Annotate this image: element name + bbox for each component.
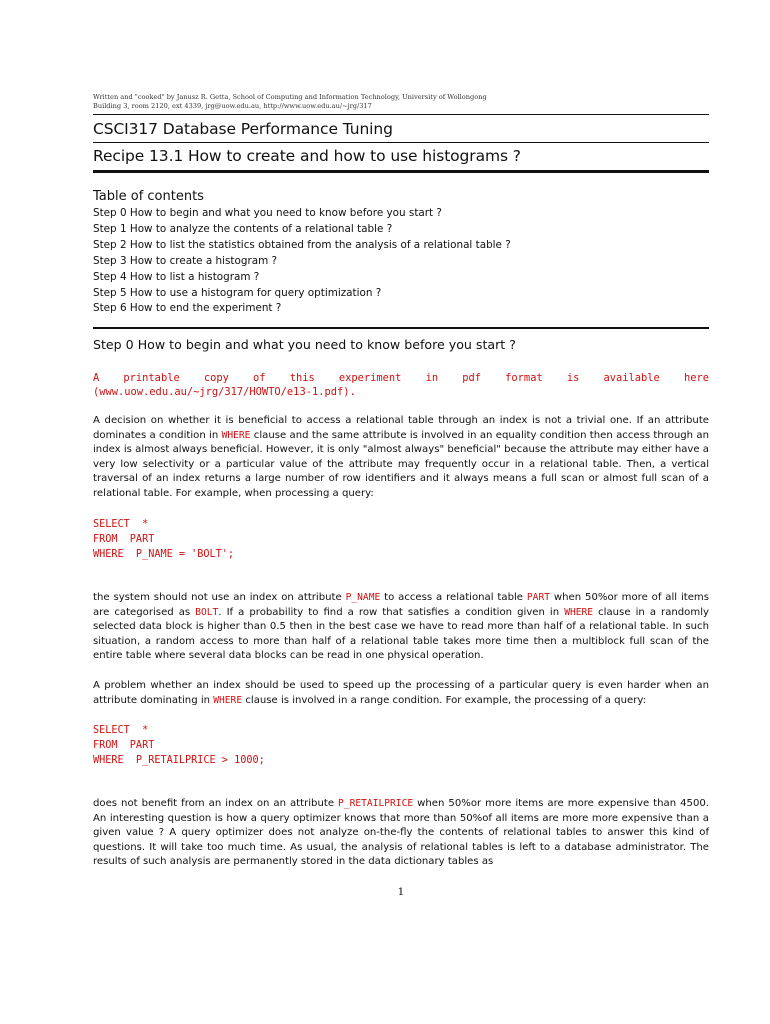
code-line: WHERE P_NAME = 'BOLT'; (93, 548, 235, 560)
keyword-p-name: P_NAME (345, 592, 381, 603)
course-title: CSCI317 Database Performance Tuning (93, 120, 393, 138)
section-rule (93, 327, 709, 329)
keyword-where: WHERE (221, 429, 251, 441)
toc-item-step-3[interactable]: Step 3 How to create a histogram ? (93, 254, 278, 267)
keyword-p-retailprice: P_RETAILPRICE (338, 798, 414, 809)
paragraph-bolt-explanation: the system should not use an index on attribute P_NAME to access a relational table PART when 50%or more of all items are categorised as BOLT. If a probability to find a row that satisfies a condition given in WHERE clause in a randomly selected data block is higher than 0.5 then in the best case we have to read more than half of a relational table. In such situation, a random access to more than half of a relational table takes more time then a multiblock full scan of the entire table where several data blocks can be read in one physical operation. (93, 592, 710, 662)
toc-item-step-4[interactable]: Step 4 How to list a histogram ? (93, 270, 260, 283)
code-line: WHERE P_RETAILPRICE > 1000; (93, 754, 265, 766)
recipe-title: Recipe 13.1 How to create and how to use histograms ? (93, 147, 521, 165)
code-line: FROM PART (93, 739, 155, 751)
code-line: FROM PART (93, 533, 155, 545)
printable-copy-paragraph (93, 371, 709, 399)
toc-item-step-6[interactable]: Step 6 How to end the experiment ? (93, 302, 282, 315)
toc-item-step-0[interactable]: Step 0 How to begin and what you need to know before you start ? (93, 207, 442, 219)
paragraph-index-decision: A decision on whether it is beneficial to access a relational table through an index is not a trivial one. If an attribute dominates a condition in WHERE clause and the same attribute is involved in an equality condition then access through an index is almost always beneficial. However, it is only "almost always" beneficial" because the attribute may either have a very low selectivity or a particular value of the attribute may frequently occur in a relational table. Then, a vertical traversal of an index returns a large number of row identifiers and it always means a full scan or almost full scan of a relational table. For example, when processing a query: (93, 415, 709, 499)
toc-item-step-1[interactable]: Step 1 How to analyze the contents of a relational table ? (93, 222, 393, 235)
section-title-step-0: Step 0 How to begin and what you need to know before you start ? (93, 337, 516, 352)
course-title-rule (93, 142, 709, 143)
code-block-retailprice-query (93, 724, 265, 768)
printable-copy-link[interactable]: A printable copy of this experiment in pdf format is available here (93, 372, 709, 384)
code-block-bolt-query (93, 518, 234, 562)
paragraph-range-condition: A problem whether an index should be used to speed up the processing of a particular query is even harder when an attribute dominating in WHERE clause is involved in a range condition. For example, the processing of a query: (93, 680, 709, 706)
code-line: SELECT * (93, 725, 149, 736)
printable-copy-url[interactable]: (www.uow.edu.au/~jrg/317/HOWTO/e13-1.pdf). (93, 386, 356, 398)
header-rule (93, 114, 709, 115)
code-line: SELECT * (93, 519, 149, 530)
keyword-part: PART (526, 592, 550, 603)
keyword-where: WHERE (564, 606, 594, 618)
recipe-title-rule (93, 170, 709, 173)
keyword-where: WHERE (213, 694, 243, 706)
toc-item-step-5[interactable]: Step 5 How to use a histogram for query optimization ? (93, 286, 382, 299)
header-author-line: Written and "cooked" by Janusz R. Getta, School of Computing and Information Technology, University of Wollongong (93, 93, 487, 101)
header-contact-line: Building 3, room 2120, ext 4339, jrg@uow.edu.au, http://www.uow.edu.au/~jrg/317 (93, 102, 372, 110)
page-number: 1 (397, 886, 405, 898)
toc-item-step-2[interactable]: Step 2 How to list the statistics obtained from the analysis of a relational table ? (93, 238, 511, 251)
toc-title: Table of contents (93, 189, 204, 204)
paragraph-retailprice-explanation: does not benefit from an index on an attribute P_RETAILPRICE when 50%or more items are more expensive than 4500. An interesting question is how a query optimizer knows that more than 50%of all items are more more expensive than a given value ? A query optimizer does not analyze on-the-fly the contents of relational tables to answer this kind of questions. It will take too much time. As usual, the analysis of relational tables is left to a database administrator. The results of such analysis are permanently stored in the data dictionary tables as (93, 798, 709, 868)
keyword-bolt: BOLT (195, 606, 219, 618)
page-header (93, 93, 709, 111)
table-of-contents (93, 206, 511, 317)
